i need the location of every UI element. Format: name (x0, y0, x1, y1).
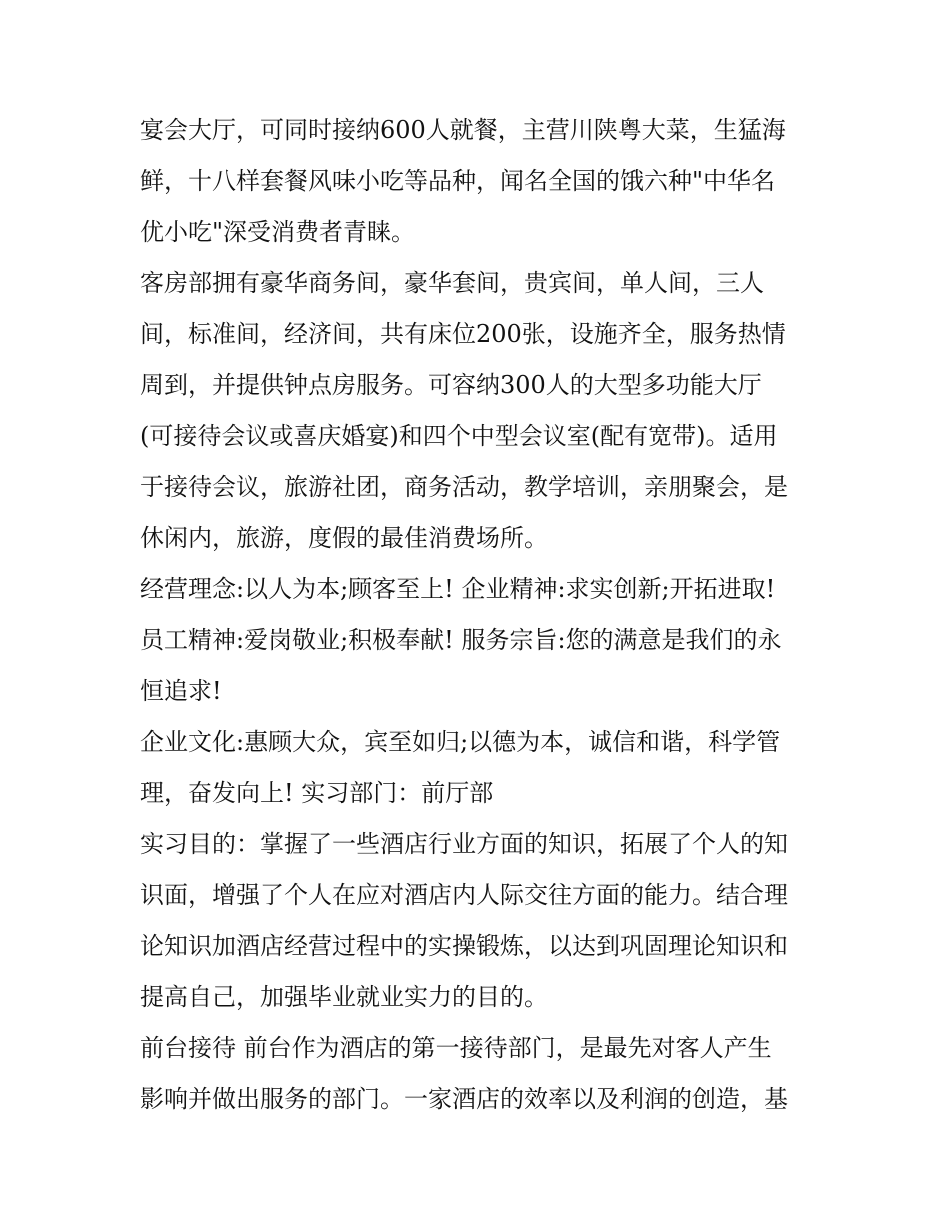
body-text (140, 105, 820, 1125)
text-line: 间，标准间，经济间，共有床位200张，设施齐全，服务热情 (140, 320, 786, 348)
text-line: 宴会大厅，可同时接纳600人就餐，主营川陕粤大菜，生猛海 (140, 116, 786, 144)
text-line: 影响并做出服务的部门。一家酒店的效率以及利润的创造，基 (140, 1085, 788, 1113)
text-line: 实习目的：掌握了一些酒店行业方面的知识，拓展了个人的知 (140, 830, 788, 858)
text-line: 鲜，十八样套餐风味小吃等品种，闻名全国的饿六种"中华名 (140, 167, 776, 195)
text-line: 经营理念:以人为本;顾客至上! 企业精神:求实创新;开拓进取! (140, 575, 776, 603)
text-line: 理，奋发向上! 实习部门：前厅部 (140, 779, 494, 807)
text-line: 员工精神:爱岗敬业;积极奉献! 服务宗旨:您的满意是我们的永 (140, 626, 782, 654)
text-line: 论知识加酒店经营过程中的实操锻炼，以达到巩固理论知识和 (140, 932, 788, 960)
text-line: 优小吃"深受消费者青睐。 (140, 218, 416, 246)
text-line: 于接待会议，旅游社团，商务活动，教学培训，亲朋聚会，是 (140, 473, 788, 501)
text-line: (可接待会议或喜庆婚宴)和四个中型会议室(配有宽带)。适用 (140, 422, 778, 450)
text-line: 恒追求! (140, 677, 222, 705)
text-line: 客房部拥有豪华商务间，豪华套间，贵宾间，单人间，三人 (140, 269, 764, 297)
text-line: 休闲内，旅游，度假的最佳消费场所。 (140, 524, 548, 552)
text-line: 企业文化:惠顾大众，宾至如归;以德为本，诚信和谐，科学管 (140, 728, 781, 756)
text-line: 前台接待 前台作为酒店的第一接待部门，是最先对客人产生 (140, 1034, 772, 1062)
text-line: 周到，并提供钟点房服务。可容纳300人的大型多功能大厅 (140, 371, 762, 399)
text-line: 提高自己，加强毕业就业实力的目的。 (140, 983, 548, 1011)
text-line: 识面，增强了个人在应对酒店内人际交往方面的能力。结合理 (140, 881, 788, 909)
